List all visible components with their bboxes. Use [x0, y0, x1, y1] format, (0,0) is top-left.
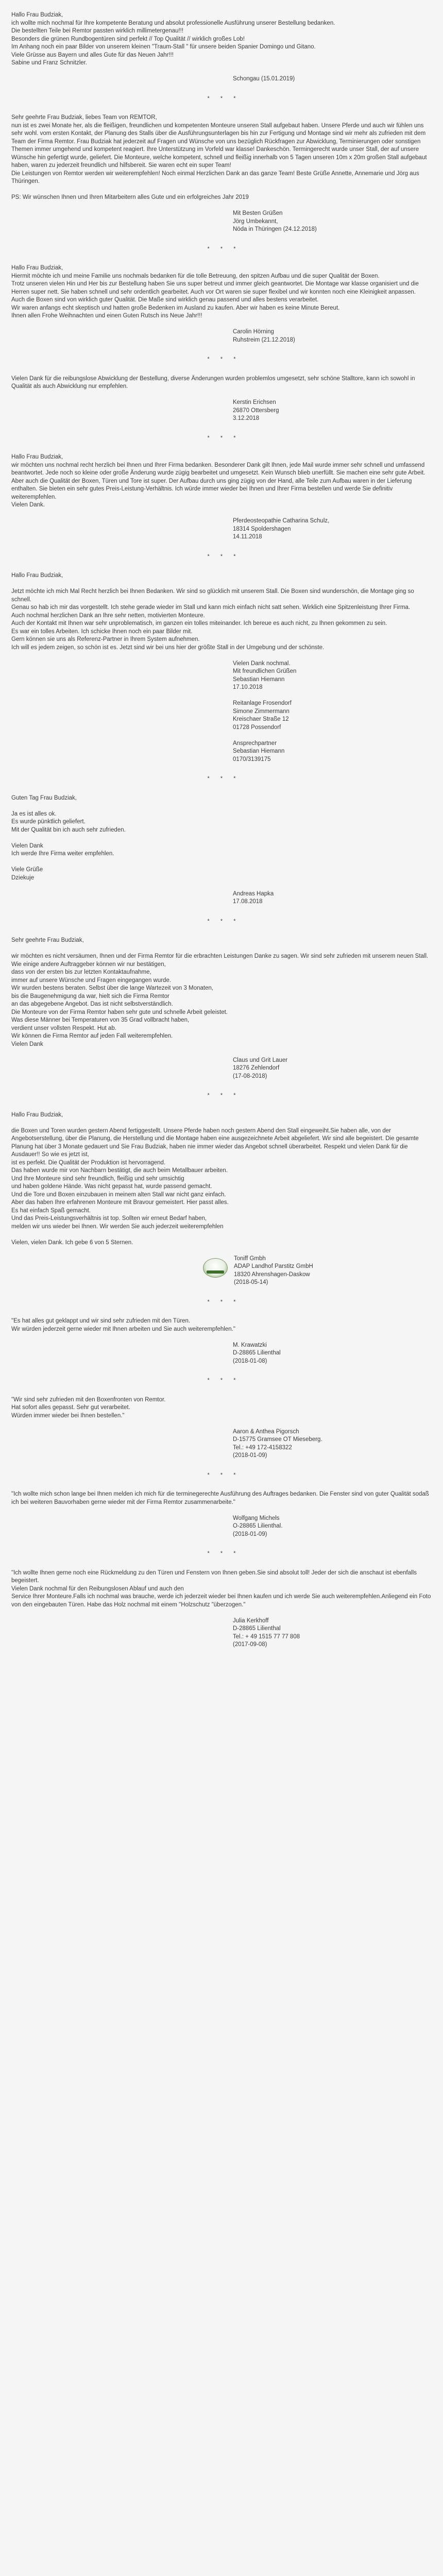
testimonial-text-line: Hallo Frau Budziak,: [11, 12, 63, 18]
testimonial-text-line: "Es hat alles gut geklappt und wir sind sehr zufrieden mit den Türen.: [11, 1318, 191, 1324]
testimonial-text-line: Ich will es jedem zeigen, so schön ist es. Jetzt sind wir bei uns hier der größte Stall in der Umgebung und der schönste.: [11, 644, 325, 651]
testimonial-text-line: Mit der Qualität bin ich auch sehr zufrieden.: [11, 826, 126, 833]
signature-line: (2018-01-09): [233, 1531, 267, 1537]
testimonial-text-line: Viele Grüße: [11, 867, 43, 873]
entry-separator: * * *: [207, 245, 241, 252]
signature-line: Jörg Umbekannt,: [233, 218, 278, 225]
testimonial-entry: [11, 264, 432, 344]
testimonial-text-line: Ich werde Ihre Firma weiter empfehlen.: [11, 851, 114, 857]
entry-separator: * * *: [207, 356, 241, 362]
testimonial-text-line: [11, 834, 432, 842]
signature-line: Andreas Hapka: [233, 890, 274, 897]
testimonial-entry: [11, 572, 432, 764]
testimonial-signature: [11, 1617, 432, 1649]
testimonial-text-line: Wir können die Firma Remtor auf jeden Fall weiterempfehlen.: [11, 1033, 173, 1039]
testimonial-text-line: Wir wurden bestens beraten. Selbst über die lange Wartezeit von 3 Monaten,: [11, 985, 214, 991]
testimonial-text-line: [11, 802, 432, 810]
testimonial-text-line: PS: Wir wünschen Ihnen und Ihren Mitarbeitern alles Gute und ein erfolgreiches Jahr 2019: [11, 194, 249, 200]
signature-line: Kerstin Erichsen: [233, 399, 276, 405]
signature-line: Mit Besten Grüßen: [233, 210, 283, 216]
testimonial-signature: [11, 1515, 432, 1539]
testimonial-entry: [11, 794, 432, 906]
signature-line: Ansprechpartner: [233, 740, 277, 747]
signature-line: Carolin Hörning: [233, 329, 274, 335]
signature-line: Ruhstreim (21.12.2018): [233, 336, 295, 343]
testimonial-text-line: Hallo Frau Budziak,: [11, 265, 63, 271]
testimonial-text-line: Aber auch die Qualität der Boxen, Türen und Tore ist super. Der Aufbau durch uns ging zügig von der Hand, alle Teile zum Aufbau waren in der Lieferung enthalten. Sie bieten ein sehr gutes Preis-Leistung-Verhältnis. Ich würde immer wieder bei Ihnen und Ihrer Firma bestellen und werde Sie definitiv weiterempfehlen.: [11, 478, 412, 500]
testimonial-text-line: Es hat einfach Spaß gemacht.: [11, 1207, 91, 1214]
testimonial-text-line: Genau so hab ich mir das vorgestellt. Ich stehe gerade wieder im Stall und kann mich einfach nicht satt sehen. Wirklich eine Spitzenleistung Ihrer Firma.: [11, 604, 411, 611]
testimonial-entry: [11, 11, 432, 83]
testimonial-text-line: Das haben wurde mir von Nachbarn bestätigt, die auch beim Metallbauer arbeiten.: [11, 1167, 228, 1174]
signature-line: Nöda in Thüringen (24.12.2018): [233, 226, 317, 232]
testimonial-entry: [11, 937, 432, 1080]
testimonial-text-line: Auch nochmal herzlichen Dank an Ihre sehr netten, motivierten Monteure.: [11, 612, 205, 619]
testimonial-text-line: Vielen Dank nochmal für den Reibungslosen Ablauf und auch den: [11, 1585, 184, 1592]
testimonial-text-line: Würden immer wieder bei Ihnen bestellen.": [11, 1412, 125, 1419]
testimonial-signature-with-logo: [11, 1255, 432, 1287]
signature-line: Pferdeosteopathie Catharina Schulz,: [233, 518, 330, 524]
testimonial-text-line: Hiermit möchte ich und meine Familie uns nochmals bedanken für die tolle Betreuung, den spitzen Aufbau und die super Qualität der Boxen.: [11, 273, 380, 279]
testimonial-text-line: Dziekuje: [11, 874, 35, 881]
testimonial-text-line: Vielen Dank für die reibungslose Abwicklung der Bestellung, diverse Änderungen wurden problemlos umgesetzt, sehr schöne Stalltore, kann ich sowohl in Qualität als auch Abwicklung nur empfehlen.: [11, 375, 415, 389]
entry-separator: * * *: [207, 918, 241, 924]
entry-separator: * * *: [207, 1092, 241, 1098]
testimonial-text-line: "Ich wollte mich schon lange bei Ihnen melden ich mich für die terminegerechte Ausführung des Auftrages bedanken. Die Fenster sind von guter Qualität sodaß ich bei weiteren Bauvorhaben gerne wieder mit der Firma Remtor zusammenarbeite.": [11, 1491, 429, 1505]
testimonial-text-line: ist es perfekt. Die Qualität der Produktion ist hervorragend.: [11, 1159, 166, 1166]
testimonial-text-line: Besonders die grünen Rundbogentüren sind perfekt // Top Qualität // wirklich großes Lob!: [11, 36, 245, 42]
testimonial-text-line: Guten Tag Frau Budziak,: [11, 794, 77, 801]
signature-line: Sebastian Hiemann: [233, 676, 285, 683]
testimonial-signature: [11, 75, 432, 83]
testimonial-text-line: Im Anhang noch ein paar Bilder von unserem kleinen "Traum-Stall " für unsere beiden Spanier Domingo und Gitano.: [11, 44, 316, 50]
signature-line: 18314 Spoldershagen: [233, 526, 291, 532]
signature-line: Tel.: + 49 1515 77 77 808: [233, 1633, 300, 1640]
signature-line: Sebastian Hiemann: [233, 748, 285, 754]
testimonial-text-line: [11, 1119, 432, 1127]
testimonial-signature: [11, 890, 432, 906]
testimonial-text-line: "Ich wollte Ihnen gerne noch eine Rückmeldung zu den Türen und Fenstern von Ihnen geben.Sie sind absolut toll! Jeder der sich die anschaut ist ebenfalls begeistert.: [11, 1569, 417, 1584]
testimonial-text-line: Und das Preis-Leistungsverhältnis ist top. Sollten wir erneut Bedarf haben,: [11, 1215, 207, 1222]
testimonial-text-line: Service Ihrer Monteure.Falls ich nochmal was brauche, werde ich jederzeit wieder bei Ihnen kaufen und ich werde Sie auch weiterempfehlen.Anliegend ein Foto von den eingebauten Türen. Habe das Holz nochmal mit einem "Holzschutz "überzogen.": [11, 1594, 431, 1608]
testimonial-text-line: Trotz unseren vielen Hin und Her bis zur Bestellung haben Sie uns super betreut und immer gleich geantwortet. Die Montage war klasse organisiert und die Herren super nett. Sie haben schnell und sehr ordentlich gearbeitet. Auch vor Ort waren sie super flexibel und wir konnten noch eine Kleinigkeit anpassen.: [11, 281, 419, 295]
testimonial-signature: [11, 660, 432, 764]
testimonial-text-line: dass von der ersten bis zur letzten Kontaktaufnahme,: [11, 969, 151, 975]
testimonial-text-line: Wir waren anfangs echt skeptisch und hatten große Bedenken im Ausland zu kaufen. Aber wir haben es keine Minute Bereut.: [11, 304, 340, 311]
signature-line: Mit freundlichen Grüßen: [233, 668, 297, 674]
testimonial-text-line: Wir würden jederzeit gerne wieder mit Ihnen arbeiten und Sie auch weiterempfehlen.": [11, 1326, 235, 1332]
signature-line: Reitanlage Frosendorf: [233, 700, 292, 706]
signature-line: [233, 692, 432, 700]
testimonial-text-line: [11, 580, 432, 588]
entry-separator: * * *: [207, 1298, 241, 1305]
signature-line: 17.10.2018: [233, 684, 263, 690]
entry-separator: * * *: [207, 1377, 241, 1383]
signature-line: (2017-09-08): [233, 1641, 267, 1648]
testimonial-text-line: Und Ihre Monteure sind sehr freundlich, fleißig und sehr umsichtig: [11, 1175, 184, 1182]
signature-line: D-28865 Lilienthal: [233, 1350, 281, 1356]
testimonial-signature: [11, 1428, 432, 1460]
testimonial-entry: [11, 375, 432, 423]
signature-line: 01728 Possendorf: [233, 724, 281, 731]
testimonial-text-line: Sehr geehrte Frau Budziak, liebes Team von REMTOR,: [11, 114, 157, 121]
testimonial-text-line: [11, 186, 432, 194]
testimonial-text-line: [11, 1231, 432, 1239]
signature-line: D-28865 Lilienthal: [233, 1625, 281, 1632]
testimonial-text-line: Hallo Frau Budziak,: [11, 1111, 63, 1118]
testimonial-signature: [11, 1342, 432, 1366]
testimonial-text-line: [11, 945, 432, 953]
testimonial-text-line: wir möchten uns nochmal recht herzlich bei Ihnen und Ihrer Firma bedanken. Besonderer Dank gilt Ihnen, jede Mail wurde immer sehr schnell und umfassend beantwortet. Jede noch so kleine oder große Änderung wurde zügig bearbeitet und umgesetzt. Kein Wunsch blieb unerfüllt. Sie machen eine sehr gute Arbeit.: [11, 462, 425, 476]
testimonial-signature: [11, 210, 432, 234]
testimonial-text-line: immer auf unsere Wünsche und Fragen eingegangen wurde.: [11, 977, 172, 984]
testimonial-text-line: nun ist es zwei Monate her, als die fleißigen, freundlichen und kompetenten Monteure unseren Stall aufgebaut haben. Unsere Pferde und auch wir fühlen uns sehr wohl. vom ersten Kontakt, der Planung des Stalls über die Ausführungsunterlagen bis hin zur Fertigung und Montage sind wir mehr als zufrieden mit dem Team der Firma Remtor. Frau Budziak hat jederzeit auf Fragen und Wünsche von uns bezüglich Rückfragen zur Abwicklung, Terminierungen oder sonstigen Themen immer umgehend und kompetent reagiert. Ihre Unterstützung im Vorfeld war klasse! Dankeschön. Termingerecht wurde unser Stall, der auf unsere Wünsche hin gefertigt wurde, geliefert. Die Monteure, welche kompetent, schnell und fleißig innerhalb von 5 Tagen unseren 10m x 20m großen Stall aufgebaut haben, waren zu jederzeit freundlich und hilfsbereit. Sie waren echt ein super Team!: [11, 122, 427, 168]
signature-line: (2018-01-09): [233, 1452, 267, 1459]
testimonial-text-line: Jetzt möchte ich mich Mal Recht herzlich bei Ihnen Bedanken. Wir sind so glücklich mit unserem Stall. Die Boxen sind wunderschön, die Montage ging so schnell.: [11, 588, 414, 603]
signature-line: ADAP Landhof Parstitz GmbH: [234, 1263, 313, 1269]
signature-line: 26870 Ottersberg: [233, 407, 279, 414]
testimonial-text-line: und haben goldene Hände. Was nicht gepasst hat, wurde passend gemacht.: [11, 1183, 212, 1190]
entry-separator: * * *: [207, 1550, 241, 1556]
testimonial-signature: [11, 328, 432, 344]
testimonial-text-line: ich wollte mich nochmal für Ihre kompetente Beratung und absolut professionelle Ausführung unserer Bestellung bedanken.: [11, 20, 335, 26]
signature-line: Tel.: +49 172-4158322: [233, 1444, 292, 1451]
testimonial-text-line: Die bestellten Teile bei Remtor passten wirklich millimetergenau!!!: [11, 28, 184, 34]
testimonial-text-line: Hallo Frau Budziak,: [11, 454, 63, 460]
signature-line: M. Krawatzki: [233, 1342, 267, 1348]
signature-line: Schongau (15.01.2019): [233, 76, 295, 82]
signature-line: Toniff Gmbh: [234, 1255, 266, 1262]
signature-line: D-15775 Gramsee OT Mieseberg.: [233, 1436, 322, 1443]
entry-separator: * * *: [207, 95, 241, 101]
signature-line: 17.08.2018: [233, 899, 263, 905]
entry-separator: * * *: [207, 553, 241, 560]
testimonial-text-line: Auch die Boxen sind von wirklich guter Qualität. Die Maße sind wirklich genau passend und alles bestens verarbeitet.: [11, 297, 319, 303]
entry-separator: * * *: [207, 434, 241, 441]
signature-line: 14.11.2018: [233, 534, 262, 540]
signature-line: 18320 Ahrenshagen-Daskow: [234, 1271, 310, 1278]
testimonial-text-line: Auch der Kontakt mit Ihnen war sehr unproblematisch, im ganzen ein tolles miteinander. Ich bereue es auch nicht, zu Ihnen gekommen zu sein.: [11, 620, 387, 626]
testimonial-entry: [11, 114, 432, 234]
signature-line: Simone Zimmermann: [233, 708, 289, 715]
testimonial-text-line: [11, 858, 432, 867]
testimonial-text-line: melden wir uns wieder bei Ihnen. Wir werden Sie auch jederzeit weiterempfehlen: [11, 1223, 224, 1230]
testimonial-text-line: Sabine und Franz Schnitzler.: [11, 60, 88, 66]
testimonial-text-line: Viele Grüsse aus Bayern und alles Gute für das Neuen Jahr!!!: [11, 52, 174, 58]
signature-line: 3.12.2018: [233, 415, 260, 421]
testimonial-text-line: an das abgegebene Angebot. Das ist nicht selbstverständlich.: [11, 1001, 173, 1007]
testimonial-signature: [11, 399, 432, 423]
testimonial-text-line: Die Leistungen von Remtor werden wir weiterempfehlen! Noch einmal Herzlichen Dank an das ganze Team! Beste Grüße Annette, Annemarie und Jörg aus Thüringen.: [11, 170, 419, 184]
testimonial-entry: [11, 1111, 432, 1287]
testimonial-text-line: Und die Tore und Boxen einzubauen in meinem alten Stall war nicht ganz einfach.: [11, 1191, 226, 1198]
testimonial-text-line: Vielen Dank: [11, 1041, 43, 1047]
signature-line: (17-08-2018): [233, 1073, 267, 1079]
testimonial-text-line: Die Monteure von der Firma Remtor haben sehr gute und schnelle Arbeit geleistet.: [11, 1009, 228, 1015]
signature-line: Julia Kerkhoff: [233, 1617, 269, 1624]
testimonial-text-line: "Wir sind sehr zufrieden mit den Boxenfronten von Remtor.: [11, 1396, 166, 1403]
signature-line: Aaron & Anthea Pigorsch: [233, 1428, 299, 1435]
signature-line: Claus und Grit Lauer: [233, 1057, 288, 1063]
testimonial-text-line: Vielen, vielen Dank. Ich gebe 6 von 5 Sternen.: [11, 1239, 133, 1246]
signature-line: Vielen Dank nochmal.: [233, 660, 291, 667]
testimonial-text-line: Was diese Männer bei Temperaturen von 35 Grad vollbracht haben,: [11, 1017, 190, 1023]
entry-separator: * * *: [207, 775, 241, 782]
testimonial-text-line: verdient unser vollsten Respekt. Hut ab.: [11, 1025, 116, 1031]
testimonial-entry: [11, 1490, 432, 1538]
testimonial-text-line: wir möchten es nicht versäumen, Ihnen und der Firma Remtor für die erbrachten Leistungen Danke zu sagen. Wir sind sehr zufrieden mit unserem neuen Stall.: [11, 953, 429, 959]
testimonial-entry: [11, 1396, 432, 1460]
testimonial-signature: [11, 517, 432, 541]
testimonial-signature: [11, 1057, 432, 1081]
signature-line: 0170/3139175: [233, 756, 271, 762]
testimonial-text-line: Aber das haben Ihre erfahrenen Monteure mit Bravour gemeistert. Hier passt alles.: [11, 1199, 229, 1206]
testimonial-text-line: Gern können sie uns als Referenz-Partner in Ihrem System aufnehmen.: [11, 636, 200, 642]
testimonial-text-line: Hallo Frau Budziak,: [11, 572, 63, 579]
testimonial-entry: [11, 1317, 432, 1365]
testimonial-text-line: Wie einige andere Auftraggeber können wir nur bestätigen,: [11, 961, 166, 968]
testimonial-text-line: Hat sofort alles gepasst. Sehr gut verarbeitet.: [11, 1404, 130, 1411]
signature-line: O-28865 Lilienthal.: [233, 1523, 283, 1529]
signature-line: 18276 Zehlendorf: [233, 1065, 280, 1071]
testimonial-text-line: Sehr geehrte Frau Budziak,: [11, 937, 84, 943]
testimonial-text-line: bis die Baugenehmigung da war, hielt sich die Firma Remtor: [11, 993, 169, 999]
testimonial-text-line: Vielen Dank.: [11, 502, 45, 508]
signature-line: [233, 732, 432, 740]
signature-line: Kreischaer Straße 12: [233, 716, 289, 722]
testimonial-text-line: Ihnen allen Frohe Weihnachten und einen Guten Rutsch ins Neue Jahr!!!: [11, 313, 202, 319]
signature-line: (2018-05-14): [234, 1279, 268, 1285]
testimonial-text-line: Es wurde pünktlich geliefert.: [11, 819, 86, 825]
testimonial-text-line: Es war ein tolles Arbeiten. Ich schicke Ihnen noch ein paar Bilder mit.: [11, 628, 193, 635]
testimonial-text-line: Ja es ist alles ok.: [11, 810, 57, 817]
testimonial-entry: [11, 453, 432, 541]
signature-line: Wolfgang Michels: [233, 1515, 280, 1521]
testimonial-text-line: die Boxen und Toren wurden gestern Abend fertiggestellt. Unsere Pferde haben noch gestern Abend den Stall eingeweiht.Sie haben alle, von der Angebotserstellung, über die Planung, die Herstellung und die Montage haben eine ausgezeichnete Arbeit abgeliefert. Wir sind alle begeistert. Die gesamte Planung hat über 3 Monate gedauert und Sie Frau Budziak, haben nie immer wieder das Angebot schnell überarbeitet. Respekt und vielen Dank für die Ausdauer!! So wie es jetzt ist,: [11, 1127, 419, 1158]
company-logo-icon: [203, 1258, 228, 1278]
signature-line: (2018-01-08): [233, 1358, 267, 1364]
entry-separator: * * *: [207, 1471, 241, 1478]
testimonial-text-line: Vielen Dank: [11, 842, 43, 849]
testimonial-entry: [11, 1569, 432, 1649]
